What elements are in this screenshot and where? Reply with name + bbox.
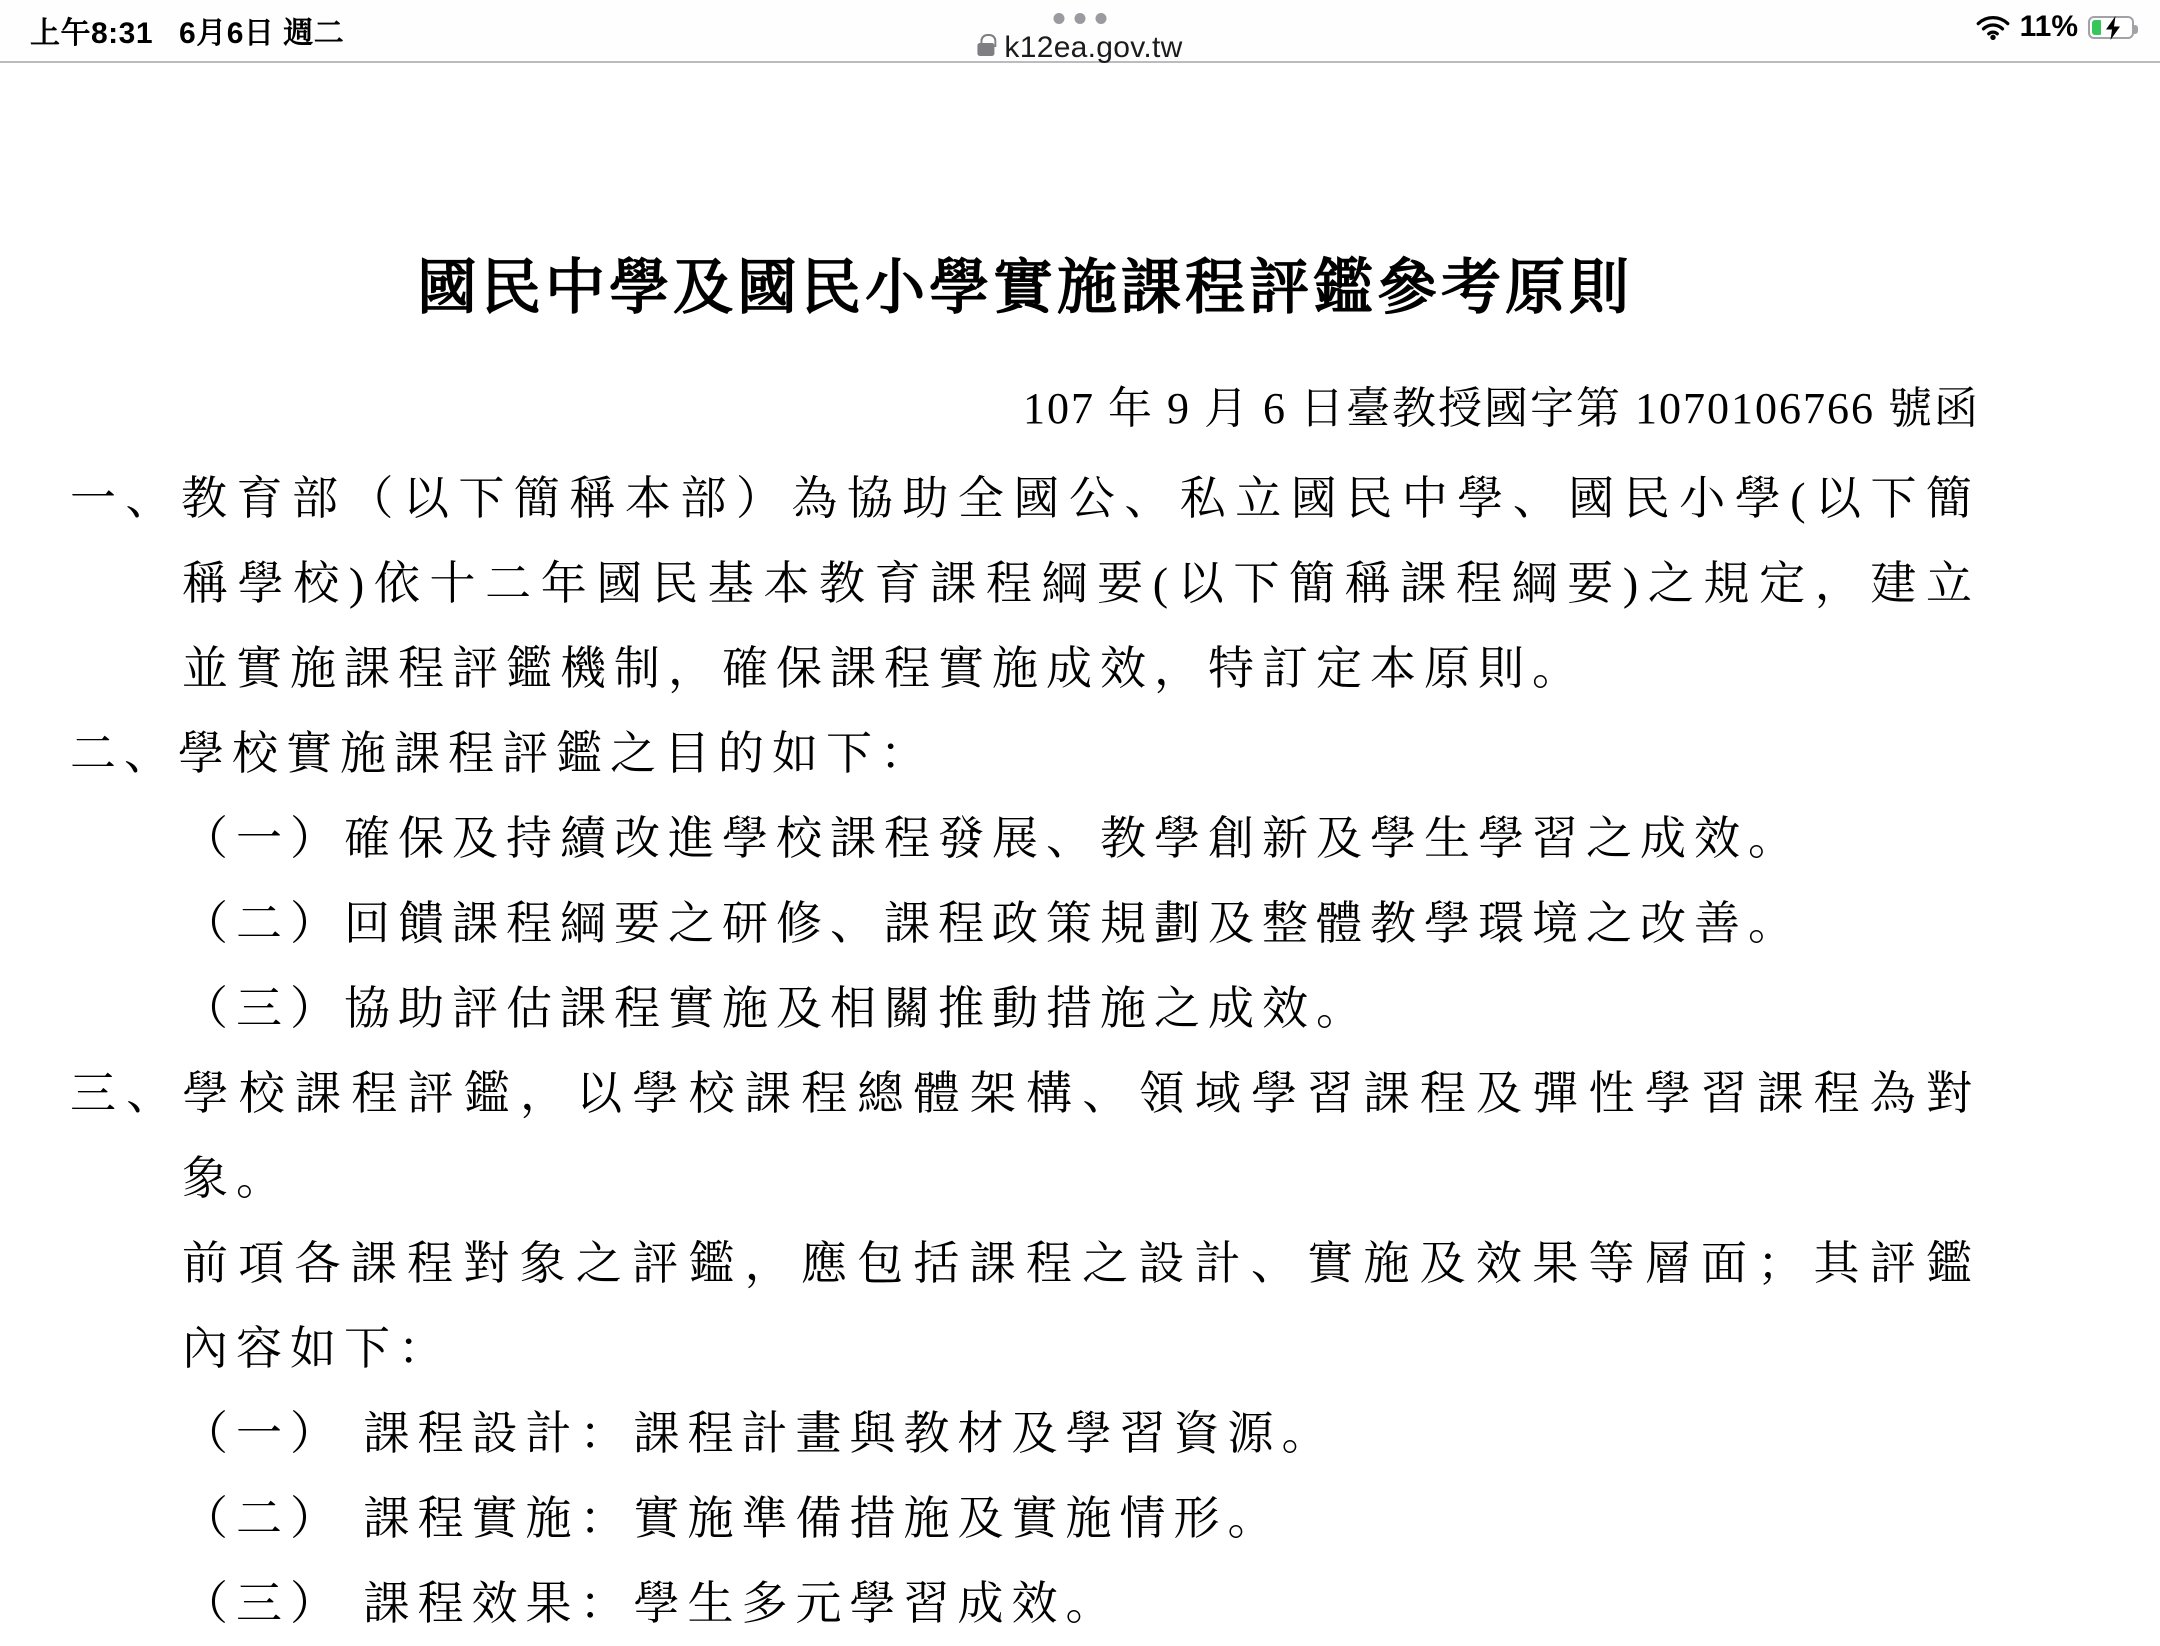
- battery-percent-label: 11%: [2019, 10, 2078, 43]
- document-line: 內容如下：: [182, 1323, 452, 1374]
- document-line: 象。: [182, 1153, 290, 1204]
- date-label: 6月6日 週二: [179, 17, 345, 50]
- document-line: （二） 課程實施：實施準備措施及實施情形。: [182, 1493, 1282, 1544]
- wifi-icon: [1976, 14, 2010, 40]
- status-left: [30, 8, 344, 52]
- url-label: k12ea.gov.tw: [1004, 31, 1183, 64]
- document-viewport[interactable]: [0, 65, 2160, 1629]
- document-line: （三）協助評估課程實施及相關推動措施之成效。: [182, 983, 1370, 1034]
- document-lines: [70, 456, 1980, 1646]
- document-reference-line: 107 年 9 月 6 日臺教授國字第 1070106766 號函: [1023, 384, 1980, 433]
- document-line: （一）確保及持續改進學校課程發展、教學創新及學生學習之成效。: [182, 813, 1802, 864]
- document-line: 前項各課程對象之評鑑，應包括課程之設計、實施及效果等層面；其評鑑: [182, 1238, 1980, 1289]
- document-line: 二、學校實施課程評鑑之目的如下：: [70, 728, 934, 779]
- document-line: 三、學校課程評鑑，以學校課程總體架構、領域學習課程及彈性學習課程為對: [70, 1068, 1980, 1119]
- lock-icon: [977, 43, 994, 56]
- status-right: [1976, 10, 2134, 44]
- document-line: （一） 課程設計：課程計畫與教材及學習資源。: [182, 1408, 1336, 1459]
- dot-icon: [1054, 13, 1065, 24]
- charging-bolt-icon: [2100, 15, 2126, 41]
- document-line: 稱學校)依十二年國民基本教育課程綱要(以下簡稱課程綱要)之規定，建立: [182, 558, 1980, 609]
- document-line: （三） 課程效果：學生多元學習成效。: [182, 1578, 1120, 1629]
- dot-icon: [1096, 13, 1107, 24]
- document-line: 並實施課程評鑑機制，確保課程實施成效，特訂定本原則。: [182, 643, 1586, 694]
- page-dots-menu[interactable]: [1054, 13, 1107, 24]
- clock-label: 上午8:31: [30, 17, 154, 50]
- status-bar: [0, 0, 2160, 63]
- battery-charging-icon: [2088, 16, 2134, 39]
- battery-nub: [2134, 25, 2138, 34]
- document-title: 國民中學及國民小學實施課程評鑑參考原則: [417, 255, 1633, 321]
- dot-icon: [1075, 13, 1086, 24]
- document-line: （二）回饋課程綱要之研修、課程政策規劃及整體教學環境之改善。: [182, 898, 1802, 949]
- document-line: 一、教育部（以下簡稱本部）為協助全國公、私立國民中學、國民小學(以下簡: [70, 473, 1980, 524]
- address-bar[interactable]: [977, 31, 1182, 65]
